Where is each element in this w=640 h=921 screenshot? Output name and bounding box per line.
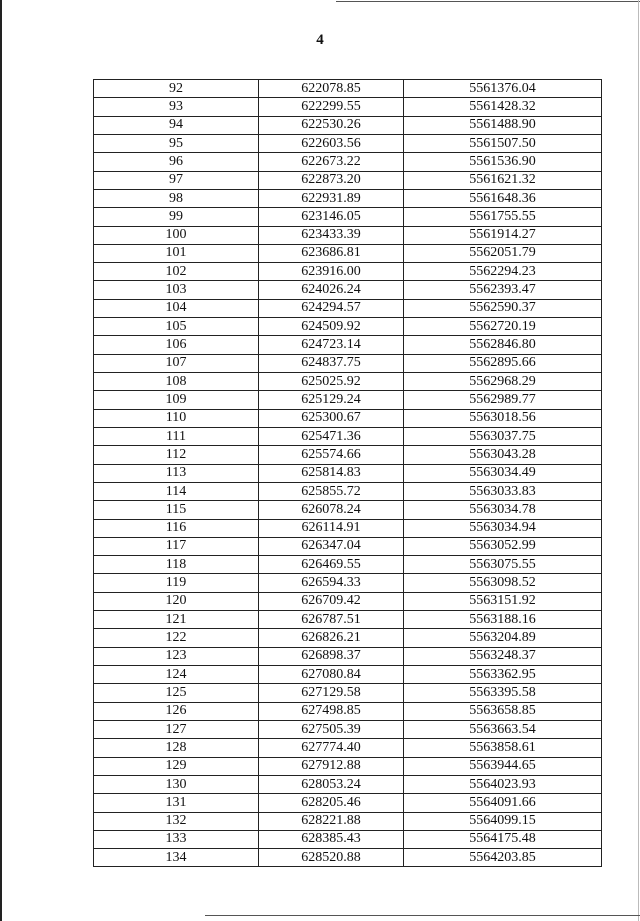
point-number-cell: 116 [94,519,259,537]
y-coordinate-cell: 5564203.85 [404,849,602,867]
table-row [94,116,602,134]
y-coordinate-cell: 5564091.66 [404,794,602,812]
y-coordinate-cell: 5561376.04 [404,80,602,98]
y-coordinate-cell: 5561428.32 [404,98,602,116]
y-coordinate-cell: 5562846.80 [404,336,602,354]
x-coordinate-cell: 622673.22 [259,153,404,171]
point-number-cell: 94 [94,116,259,134]
x-coordinate-cell: 627498.85 [259,702,404,720]
point-number-cell: 132 [94,812,259,830]
table-row [94,647,602,665]
scan-bottom-edge [205,915,640,916]
table-row [94,501,602,519]
point-number-cell: 131 [94,794,259,812]
y-coordinate-cell: 5563395.58 [404,684,602,702]
table-row [94,684,602,702]
table-row [94,134,602,152]
point-number-cell: 111 [94,427,259,445]
point-number-cell: 110 [94,409,259,427]
y-coordinate-cell: 5561648.36 [404,189,602,207]
point-number-cell: 93 [94,98,259,116]
table-row [94,427,602,445]
x-coordinate-cell: 622078.85 [259,80,404,98]
point-number-cell: 98 [94,189,259,207]
table-row [94,263,602,281]
point-number-cell: 122 [94,629,259,647]
table-row [94,519,602,537]
y-coordinate-cell: 5563034.94 [404,519,602,537]
table-row [94,318,602,336]
y-coordinate-cell: 5562393.47 [404,281,602,299]
table-row [94,80,602,98]
y-coordinate-cell: 5563362.95 [404,666,602,684]
y-coordinate-cell: 5563034.49 [404,464,602,482]
x-coordinate-cell: 628221.88 [259,812,404,830]
x-coordinate-cell: 626347.04 [259,537,404,555]
point-number-cell: 92 [94,80,259,98]
y-coordinate-cell: 5562051.79 [404,244,602,262]
point-number-cell: 96 [94,153,259,171]
x-coordinate-cell: 626114.91 [259,519,404,537]
point-number-cell: 99 [94,208,259,226]
x-coordinate-cell: 625471.36 [259,427,404,445]
x-coordinate-cell: 622603.56 [259,134,404,152]
y-coordinate-cell: 5562590.37 [404,299,602,317]
point-number-cell: 102 [94,263,259,281]
table-row [94,666,602,684]
table-row [94,611,602,629]
x-coordinate-cell: 627129.58 [259,684,404,702]
point-number-cell: 120 [94,592,259,610]
point-number-cell: 117 [94,537,259,555]
x-coordinate-cell: 625855.72 [259,482,404,500]
x-coordinate-cell: 622931.89 [259,189,404,207]
y-coordinate-cell: 5561507.50 [404,134,602,152]
x-coordinate-cell: 626469.55 [259,556,404,574]
table-row [94,830,602,848]
table-row [94,171,602,189]
y-coordinate-cell: 5562294.23 [404,263,602,281]
y-coordinate-cell: 5563075.55 [404,556,602,574]
y-coordinate-cell: 5563944.65 [404,757,602,775]
table-row [94,391,602,409]
y-coordinate-cell: 5564023.93 [404,775,602,793]
y-coordinate-cell: 5564175.48 [404,830,602,848]
x-coordinate-cell: 626787.51 [259,611,404,629]
x-coordinate-cell: 623916.00 [259,263,404,281]
point-number-cell: 115 [94,501,259,519]
y-coordinate-cell: 5563658.85 [404,702,602,720]
point-number-cell: 119 [94,574,259,592]
point-number-cell: 118 [94,556,259,574]
table-row [94,537,602,555]
page-number: 4 [316,32,324,48]
point-number-cell: 113 [94,464,259,482]
point-number-cell: 104 [94,299,259,317]
x-coordinate-cell: 624723.14 [259,336,404,354]
point-number-cell: 134 [94,849,259,867]
point-number-cell: 100 [94,226,259,244]
x-coordinate-cell: 628385.43 [259,830,404,848]
x-coordinate-cell: 624837.75 [259,354,404,372]
y-coordinate-cell: 5564099.15 [404,812,602,830]
x-coordinate-cell: 626898.37 [259,647,404,665]
point-number-cell: 105 [94,318,259,336]
x-coordinate-cell: 625574.66 [259,446,404,464]
table-row [94,775,602,793]
y-coordinate-cell: 5563248.37 [404,647,602,665]
y-coordinate-cell: 5563034.78 [404,501,602,519]
coordinates-table [93,79,602,867]
table-row [94,226,602,244]
y-coordinate-cell: 5563033.83 [404,482,602,500]
y-coordinate-cell: 5563018.56 [404,409,602,427]
y-coordinate-cell: 5561621.32 [404,171,602,189]
x-coordinate-cell: 624294.57 [259,299,404,317]
y-coordinate-cell: 5563204.89 [404,629,602,647]
point-number-cell: 112 [94,446,259,464]
point-number-cell: 128 [94,739,259,757]
y-coordinate-cell: 5561755.55 [404,208,602,226]
table-row [94,482,602,500]
table-row [94,794,602,812]
y-coordinate-cell: 5562989.77 [404,391,602,409]
table-row [94,244,602,262]
point-number-cell: 123 [94,647,259,665]
point-number-cell: 95 [94,134,259,152]
x-coordinate-cell: 628205.46 [259,794,404,812]
table-row [94,281,602,299]
x-coordinate-cell: 625300.67 [259,409,404,427]
x-coordinate-cell: 626594.33 [259,574,404,592]
point-number-cell: 124 [94,666,259,684]
x-coordinate-cell: 624026.24 [259,281,404,299]
coordinates-table-body [94,80,602,867]
y-coordinate-cell: 5561488.90 [404,116,602,134]
point-number-cell: 107 [94,354,259,372]
table-row [94,757,602,775]
table-row [94,373,602,391]
table-row [94,629,602,647]
x-coordinate-cell: 624509.92 [259,318,404,336]
x-coordinate-cell: 622530.26 [259,116,404,134]
x-coordinate-cell: 622299.55 [259,98,404,116]
point-number-cell: 108 [94,373,259,391]
x-coordinate-cell: 622873.20 [259,171,404,189]
y-coordinate-cell: 5562968.29 [404,373,602,391]
x-coordinate-cell: 627505.39 [259,720,404,738]
table-row [94,98,602,116]
table-row [94,739,602,757]
x-coordinate-cell: 627912.88 [259,757,404,775]
y-coordinate-cell: 5563188.16 [404,611,602,629]
y-coordinate-cell: 5563043.28 [404,446,602,464]
x-coordinate-cell: 625129.24 [259,391,404,409]
point-number-cell: 125 [94,684,259,702]
x-coordinate-cell: 623433.39 [259,226,404,244]
point-number-cell: 103 [94,281,259,299]
x-coordinate-cell: 625025.92 [259,373,404,391]
scan-top-edge [336,1,640,2]
x-coordinate-cell: 627080.84 [259,666,404,684]
x-coordinate-cell: 625814.83 [259,464,404,482]
table-row [94,702,602,720]
table-row [94,409,602,427]
y-coordinate-cell: 5563858.61 [404,739,602,757]
table-row [94,446,602,464]
x-coordinate-cell: 623146.05 [259,208,404,226]
point-number-cell: 97 [94,171,259,189]
point-number-cell: 109 [94,391,259,409]
table-row [94,464,602,482]
point-number-cell: 106 [94,336,259,354]
point-number-cell: 133 [94,830,259,848]
y-coordinate-cell: 5562895.66 [404,354,602,372]
y-coordinate-cell: 5563052.99 [404,537,602,555]
y-coordinate-cell: 5563663.54 [404,720,602,738]
y-coordinate-cell: 5563098.52 [404,574,602,592]
x-coordinate-cell: 623686.81 [259,244,404,262]
table-row [94,849,602,867]
point-number-cell: 127 [94,720,259,738]
y-coordinate-cell: 5561536.90 [404,153,602,171]
table-row [94,299,602,317]
table-row [94,812,602,830]
table-row [94,592,602,610]
table-row [94,556,602,574]
y-coordinate-cell: 5561914.27 [404,226,602,244]
x-coordinate-cell: 628053.24 [259,775,404,793]
point-number-cell: 129 [94,757,259,775]
point-number-cell: 121 [94,611,259,629]
scan-right-edge [638,0,639,921]
x-coordinate-cell: 626078.24 [259,501,404,519]
table-row [94,153,602,171]
x-coordinate-cell: 626826.21 [259,629,404,647]
x-coordinate-cell: 628520.88 [259,849,404,867]
point-number-cell: 126 [94,702,259,720]
y-coordinate-cell: 5563037.75 [404,427,602,445]
table-row [94,720,602,738]
y-coordinate-cell: 5562720.19 [404,318,602,336]
scan-left-edge [0,0,2,921]
point-number-cell: 114 [94,482,259,500]
table-row [94,574,602,592]
x-coordinate-cell: 627774.40 [259,739,404,757]
table-row [94,354,602,372]
x-coordinate-cell: 626709.42 [259,592,404,610]
table-row [94,336,602,354]
table-row [94,208,602,226]
point-number-cell: 101 [94,244,259,262]
y-coordinate-cell: 5563151.92 [404,592,602,610]
point-number-cell: 130 [94,775,259,793]
table-row [94,189,602,207]
